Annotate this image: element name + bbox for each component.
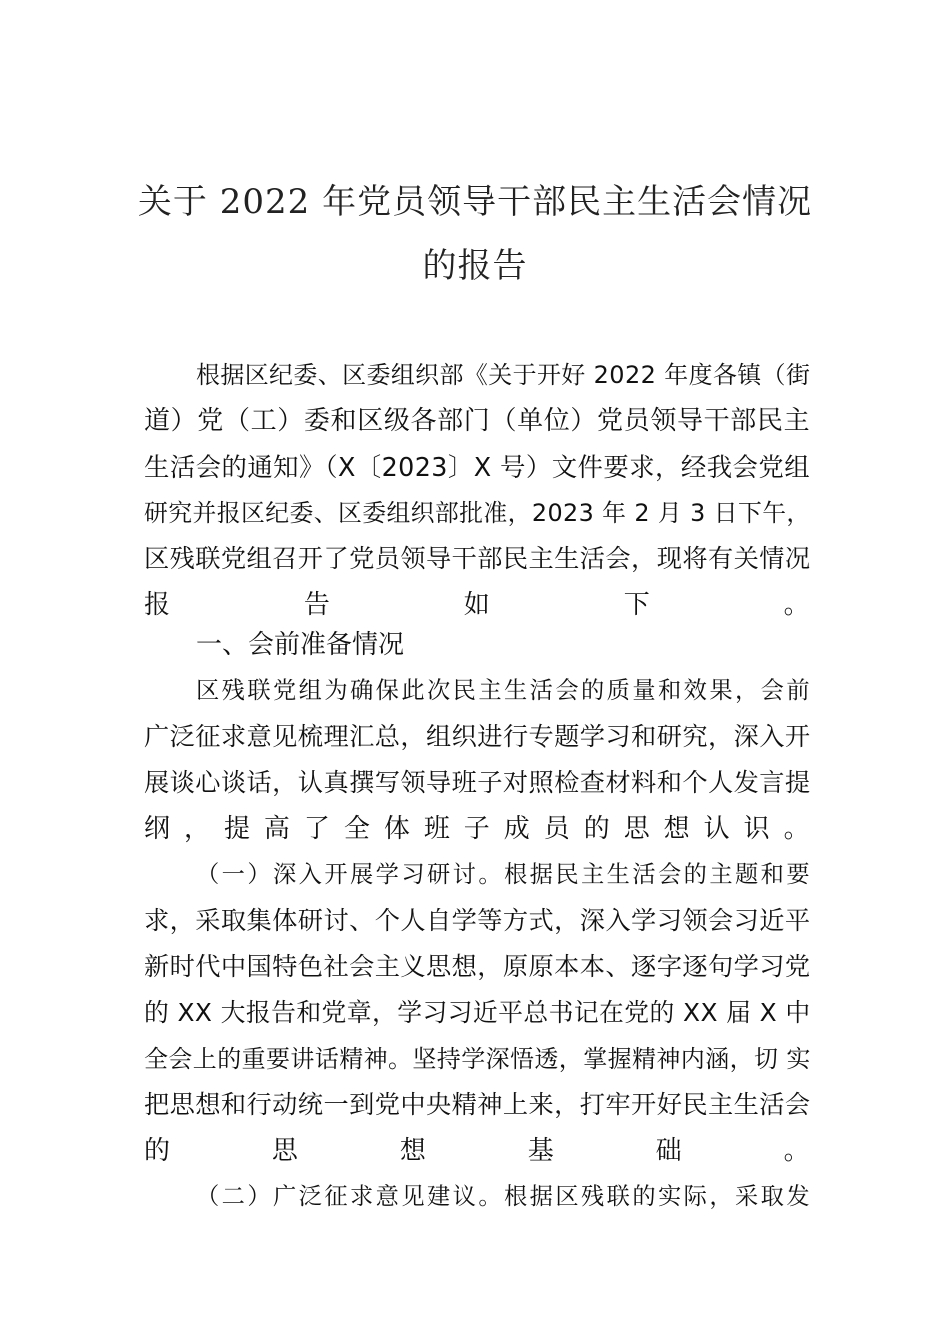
text-line: 生活会的通知》（X〔2023〕X 号）文件要求，经我会党组 [144, 452, 810, 482]
text-line: 把思想和行动统一到党中央精神上来，打牢开好民主生活会 [144, 1090, 811, 1119]
text-line: 纲，提高了全体班子成员的思想认识。 [144, 814, 810, 844]
text-line: 展谈心谈话，认真撰写领导班子对照检查材料和个人发言提 [144, 768, 811, 797]
text-line: 的思想基础。 [144, 1136, 810, 1166]
text-line-content: 根据区纪委、区委组织部《关于开好 2022 年度各镇（街 [196, 361, 811, 389]
text-line: 求，采取集体研讨、个人自学等方式，深入学习领会习近平 [144, 906, 811, 935]
document-title-line-1: 关于 2022 年党员领导干部民主生活会情况 [137, 182, 813, 222]
text-line: 新时代中国特色社会主义思想，原原本本、逐字逐句学习党 [144, 952, 811, 981]
document-title-line-2: 的报告 [422, 246, 528, 286]
text-line [144, 352, 810, 398]
paragraph-intro [144, 352, 810, 628]
section-heading: 一、会前准备情况 [196, 630, 405, 660]
paragraph-study [144, 852, 810, 1174]
text-line: 的 XX 大报告和党章，学习习近平总书记在党的 XX 届 X 中 [144, 998, 811, 1027]
text-line: 全会上的重要讲话精神。坚持学深悟透，掌握精神内涵，切 实 [144, 1045, 811, 1073]
paragraph-preparation [144, 668, 810, 852]
paragraph-opinions [144, 1174, 810, 1220]
text-line: 区残联党组召开了党员领导干部民主生活会，现将有关情况 [144, 544, 811, 573]
text-line: （一）深入开展学习研讨。根据民主生活会的主题和要 [196, 861, 810, 888]
text-line: 道）党（工）委和区级各部门（单位）党员领导干部民主 [144, 406, 810, 436]
text-line: （二）广泛征求意见建议。根据区残联的实际，采取发 [196, 1183, 810, 1210]
text-line: 研究并报区纪委、区委组织部批准，2023 年 2 月 3 日下午， [144, 499, 811, 527]
text-line: 报告如下。 [144, 590, 810, 620]
text-line: 广泛征求意见梳理汇总，组织进行专题学习和研究，深入开 [144, 722, 811, 751]
text-line: 区残联党组为确保此次民主生活会的质量和效果，会前 [196, 677, 810, 704]
